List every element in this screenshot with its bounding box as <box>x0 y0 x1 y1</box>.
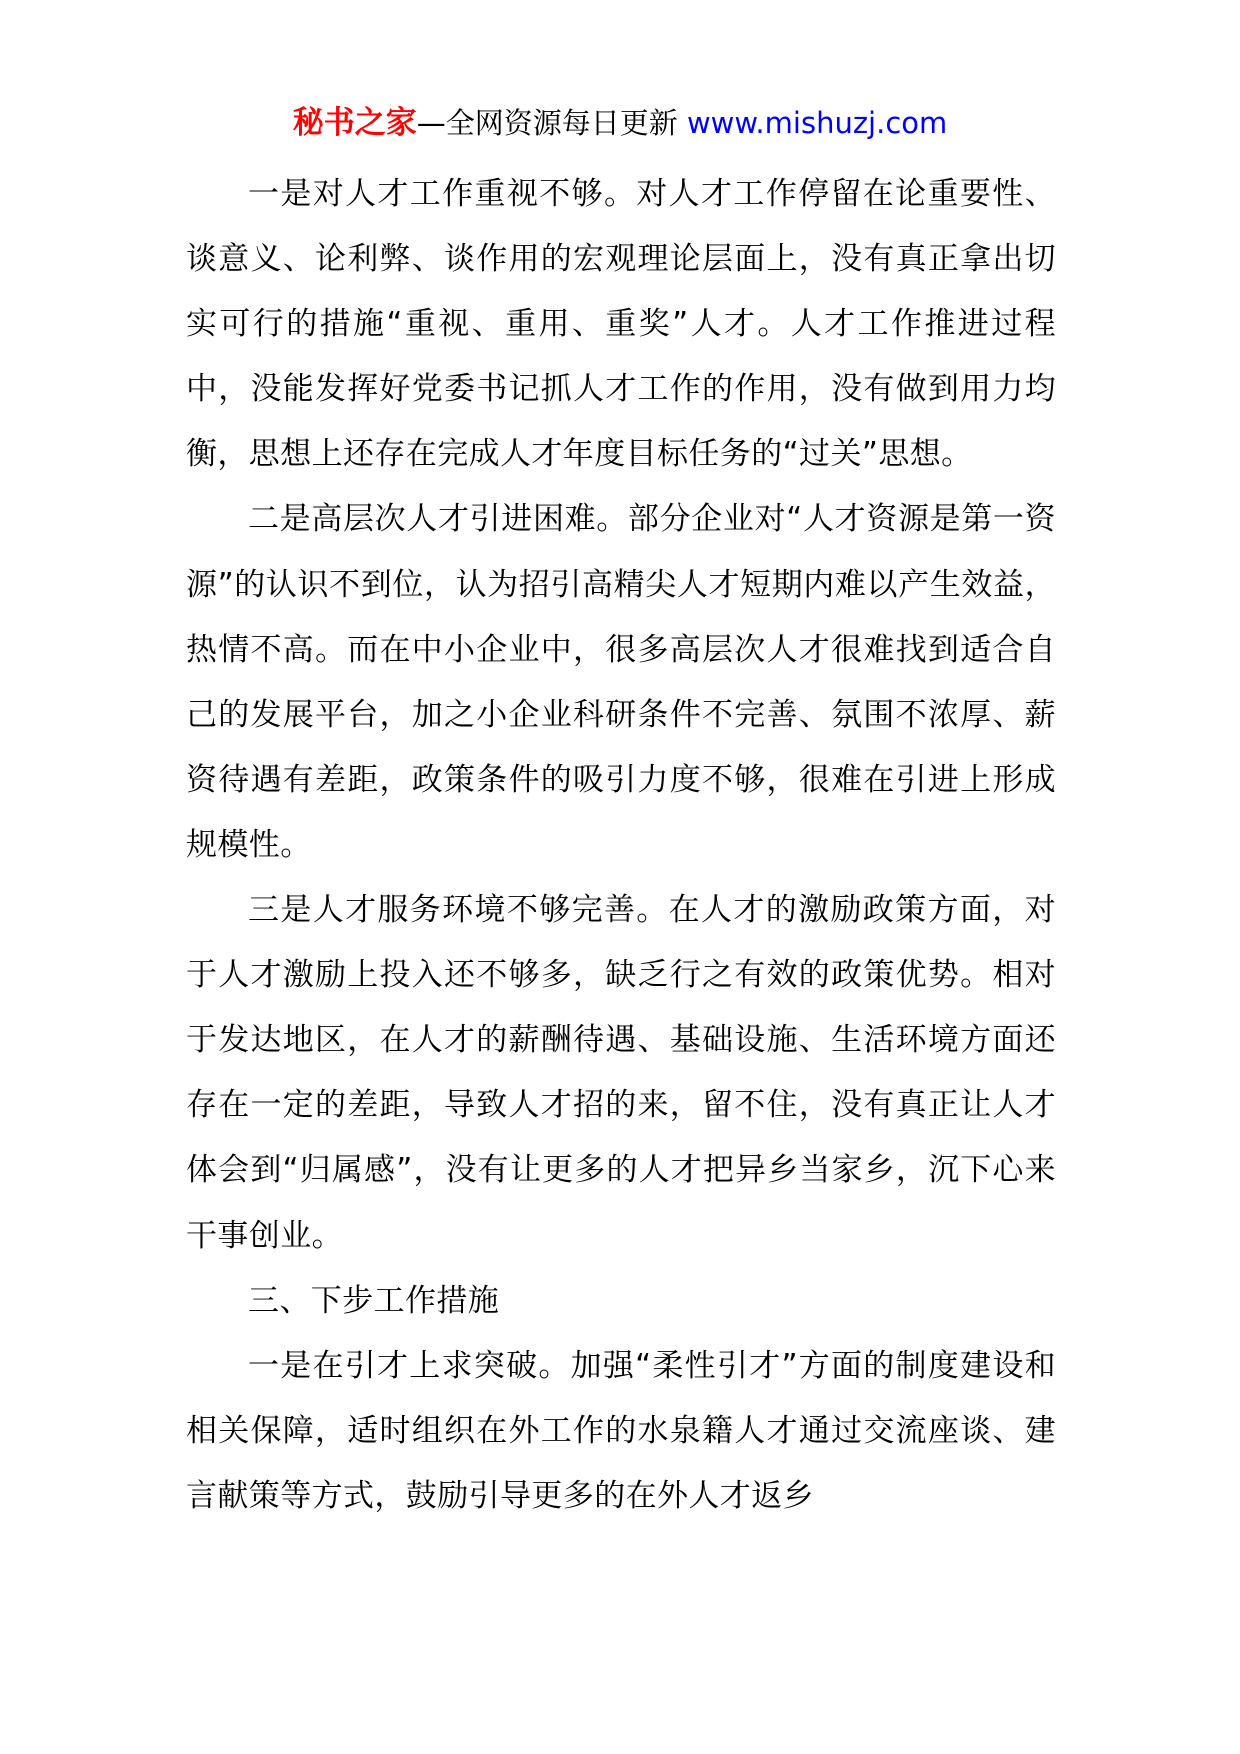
site-header <box>0 103 1240 143</box>
site-url-link[interactable]: www.mishuzj.com <box>686 106 948 140</box>
paragraph-problem-3: 三是人才服务环境不够完善。在人才的激励政策方面，对于人才激励上投入还不够多，缺乏行之有效的政策优势。相对于发达地区，在人才的薪酬待遇、基础设施、生活环境方面还存在一定的差距，导致人才招的来，留不住，没有真正让人才体会到“归属感”，没有让更多的人才把异乡当家乡，沉下心来干事创业。 <box>186 892 1056 1254</box>
brand-name: 秘书之家 <box>292 105 417 141</box>
paragraph-measure-1: 一是在引才上求突破。加强“柔性引才”方面的制度建设和相关保障，适时组织在外工作的水泉籍人才通过交流座谈、建言献策等方式，鼓励引导更多的在外人才返乡 <box>186 1347 1056 1514</box>
header-tagline: —全网资源每日更新 <box>416 106 687 140</box>
document-body <box>186 162 1056 1529</box>
paragraph-problem-2: 二是高层次人才引进困难。部分企业对“人才资源是第一资源”的认识不到位，认为招引高精尖人才短期内难以产生效益，热情不高。而在中小企业中，很多高层次人才很难找到适合自己的发展平台，加之小企业科研条件不完善、氛围不浓厚、薪资待遇有差距，政策条件的吸引力度不够，很难在引进上形成规模性。 <box>186 501 1056 863</box>
section-heading-next-steps: 三、下步工作措施 <box>248 1282 500 1319</box>
paragraph-problem-1: 一是对人才工作重视不够。对人才工作停留在论重要性、谈意义、论利弊、谈作用的宏观理论层面上，没有真正拿出切实可行的措施“重视、重用、重奖”人才。人才工作推进过程中，没能发挥好党委书记抓人才工作的作用，没有做到用力均衡，思想上还存在完成人才年度目标任务的“过关”思想。 <box>186 176 1056 473</box>
